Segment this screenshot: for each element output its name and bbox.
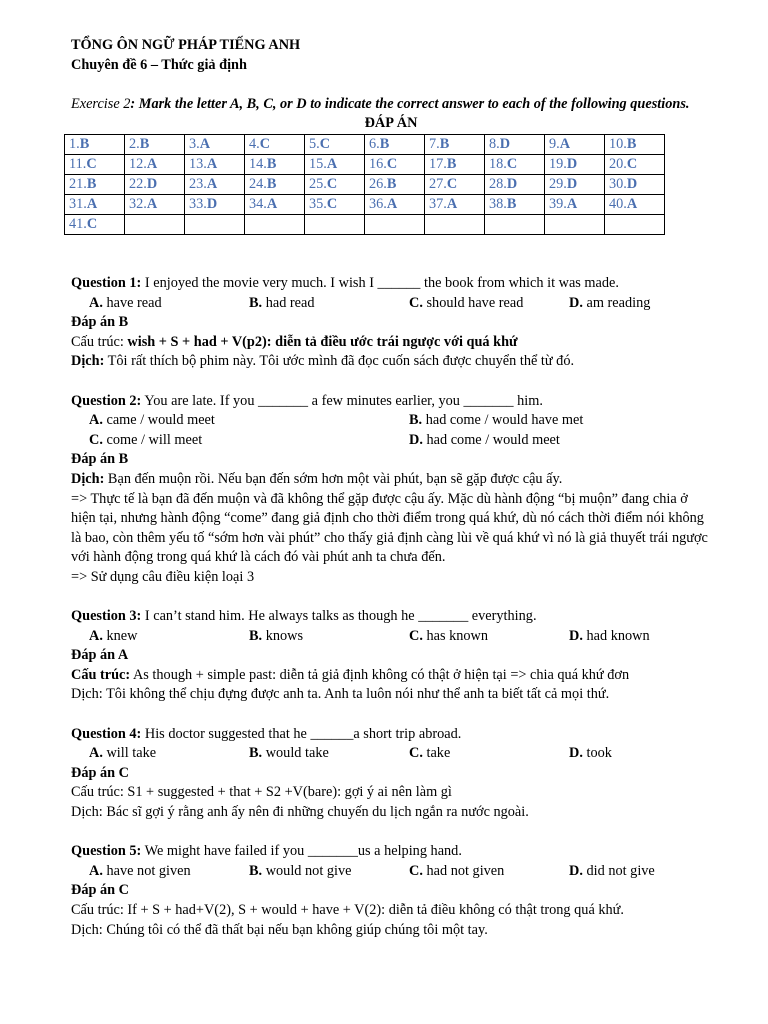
option-a: A. have not given [89, 862, 191, 879]
question-2 [71, 392, 711, 588]
exercise-instruction: : Mark the letter A, B, C, or D to indicate the correct answer to each of the following questions. [130, 95, 690, 112]
option-b: B. knows [249, 627, 304, 644]
translation-line: Dịch: Bác sĩ gợi ý rằng anh ấy nên đi những chuyến du lịch ngắn ra nước ngoài. [71, 804, 529, 820]
answer-key-cell: 33.D [185, 194, 245, 214]
answer-key-cell: 14.B [245, 154, 305, 174]
answer-key-cell: 34.A [245, 194, 305, 214]
option-c: C. take [409, 745, 451, 762]
answer-key-cell: 31.A [65, 194, 125, 214]
question-label: Question 2: [71, 392, 142, 409]
option-a: A. will take [89, 745, 157, 762]
question-text: I can’t stand him. He always talks as though he _______ everything. [141, 608, 537, 625]
answer-key-cell: 12.A [125, 154, 185, 174]
option-b: B. had read [249, 294, 315, 311]
answer-key-cell: 30.D [605, 174, 665, 194]
answer-key-cell: 8.D [485, 134, 545, 154]
option-c: C. had not given [409, 862, 505, 879]
answer-line: Đáp án C [71, 764, 129, 781]
answer-key-cell: 25.C [305, 174, 365, 194]
answer-key-cell [185, 214, 245, 234]
answer-key-title: ĐÁP ÁN [364, 115, 418, 132]
answer-key-cell: 29.D [545, 174, 605, 194]
answer-key-cell: 1.B [65, 134, 125, 154]
answer-key-row [65, 174, 665, 194]
option-a: A. came / would meet [89, 412, 215, 429]
answer-key-cell: 24.B [245, 174, 305, 194]
option-a: A. knew [89, 627, 138, 644]
exercise-name: Exercise 2 [71, 95, 131, 112]
question-5 [71, 842, 711, 940]
question-text: I enjoyed the movie very much. I wish I ______ the book from which it was made. [141, 274, 619, 291]
answer-key-row [65, 214, 665, 234]
answer-key-cell: 37.A [425, 194, 485, 214]
answer-key-cell: 21.B [65, 174, 125, 194]
question-1 [71, 274, 711, 372]
answer-key-cell [125, 214, 185, 234]
question-4 [71, 725, 711, 823]
answer-key-cell: 19.D [545, 154, 605, 174]
option-a: A. have read [89, 294, 162, 311]
question-stem [71, 607, 711, 627]
question-options [71, 431, 711, 451]
option-d: D. took [569, 745, 612, 762]
question-3 [71, 607, 711, 705]
question-label: Question 3: [71, 608, 142, 625]
translation-line: Dịch: Bạn đến muộn rồi. Nếu bạn đến sớm hơn một vài phút, bạn sẽ gặp được cậu ấy. [71, 470, 563, 487]
question-options [71, 862, 711, 882]
answer-key-cell: 36.A [365, 194, 425, 214]
answer-key-cell [485, 214, 545, 234]
answer-key-cell: 13.A [185, 154, 245, 174]
question-stem [71, 274, 711, 294]
answer-key-cell [605, 214, 665, 234]
answer-key-cell: 5.C [305, 134, 365, 154]
translation-line: Dịch: Tôi không thể chịu đựng được anh ta. Anh ta luôn nói như thể anh ta biết tất cả mọi thứ. [71, 686, 610, 703]
answer-key-cell: 9.A [545, 134, 605, 154]
question-options [71, 294, 711, 314]
answer-key-cell: 10.B [605, 134, 665, 154]
answer-key-cell: 39.A [545, 194, 605, 214]
structure-line: Cấu trúc: S1 + suggested + that + S2 +V(bare): gợi ý ai nên làm gì [71, 784, 452, 801]
structure-line: Cấu trúc: wish + S + had + V(p2): diễn tả điều ước trái ngược với quá khứ [71, 333, 518, 350]
answer-key-cell [365, 214, 425, 234]
answer-key-cell: 41.C [65, 214, 125, 234]
answer-key-cell: 16.C [365, 154, 425, 174]
answer-key-cell: 38.B [485, 194, 545, 214]
answer-key-cell: 22.D [125, 174, 185, 194]
document-subtitle: Chuyên đề 6 – Thức giả định [71, 56, 247, 73]
option-c: C. has known [409, 627, 489, 644]
question-options [71, 744, 711, 764]
option-b: B. had come / would have met [409, 412, 584, 429]
answer-line: Đáp án B [71, 314, 129, 331]
answer-key-row [65, 154, 665, 174]
answer-key-row [65, 194, 665, 214]
answer-key-cell: 40.A [605, 194, 665, 214]
question-label: Question 1: [71, 274, 142, 291]
option-b: B. would not give [249, 862, 352, 879]
option-d: D. had come / would meet [409, 431, 560, 448]
answer-key-cell: 26.B [365, 174, 425, 194]
structure-line: Cấu trúc: As though + simple past: diễn tả giả định không có thật ở hiện tại => chia quá khứ đơn [71, 666, 630, 683]
question-stem [71, 842, 711, 862]
answer-key-cell: 17.B [425, 154, 485, 174]
document-page [71, 36, 711, 940]
answer-key-cell [305, 214, 365, 234]
answer-key-cell: 4.C [245, 134, 305, 154]
answer-key-cell: 23.A [185, 174, 245, 194]
answer-key-cell: 18.C [485, 154, 545, 174]
option-c: C. come / will meet [89, 431, 203, 448]
answer-key-cell: 11.C [65, 154, 125, 174]
option-b: B. would take [249, 745, 329, 762]
option-d: D. did not give [569, 862, 655, 879]
question-options [71, 411, 711, 431]
question-text: We might have failed if you _______us a helping hand. [141, 843, 462, 860]
answer-line: Đáp án A [71, 647, 129, 664]
option-c: C. should have read [409, 294, 524, 311]
question-label: Question 5: [71, 843, 142, 860]
answer-key-cell: 6.B [365, 134, 425, 154]
answer-key-cell: 35.C [305, 194, 365, 214]
question-text: His doctor suggested that he ______a short trip abroad. [141, 725, 462, 742]
answer-line: Đáp án B [71, 451, 129, 468]
exercise-heading [71, 95, 711, 115]
translation-line: Dịch: Tôi rất thích bộ phim này. Tôi ước mình đã đọc cuốn sách được chuyển thể từ đó. [71, 353, 575, 370]
answer-key-cell: 2.B [125, 134, 185, 154]
conclusion-text: => Sử dụng câu điều kiện loại 3 [71, 568, 255, 585]
answer-line: Đáp án C [71, 882, 129, 899]
answer-key-table [64, 134, 665, 235]
option-d: D. am reading [569, 294, 651, 311]
answer-key-cell: 32.A [125, 194, 185, 214]
answer-key-row [65, 134, 665, 154]
explanation-text: => Thực tế là bạn đã đến muộn và đã không thể gặp được cậu ấy. Mặc dù hành động “bị muộn” đang chia ở hiện tại, nhưng hành động “come” đang giả định cho thời điểm trong quá khứ, dù nó cách thời điểm nói không là bao, còn thêm yếu tố “sớm hơn vài phút” cho thấy giả định càng lùi về quá khứ vì nó là giả thuyết trái ngược với hành động trong quá khứ là cách đó vài phút anh ta chưa đến. [71, 490, 708, 566]
answer-key-cell: 20.C [605, 154, 665, 174]
structure-line: Cấu trúc: If + S + had+V(2), S + would + have + V(2): diễn tả điều không có thật trong quá khứ. [71, 901, 624, 918]
answer-key-cell [245, 214, 305, 234]
answer-key-cell: 15.A [305, 154, 365, 174]
question-stem [71, 392, 711, 412]
answer-key-cell: 27.C [425, 174, 485, 194]
question-stem [71, 725, 711, 745]
answer-key-cell [425, 214, 485, 234]
answer-key-cell: 3.A [185, 134, 245, 154]
answer-key-cell: 7.B [425, 134, 485, 154]
document-title: TỔNG ÔN NGỮ PHÁP TIẾNG ANH [71, 37, 301, 53]
question-text: You are late. If you _______ a few minutes earlier, you _______ him. [141, 392, 543, 409]
question-label: Question 4: [71, 725, 142, 742]
translation-line: Dịch: Chúng tôi có thể đã thất bại nếu bạn không giúp chúng tôi một tay. [71, 921, 488, 938]
answer-key-cell: 28.D [485, 174, 545, 194]
option-d: D. had known [569, 627, 650, 644]
answer-key-cell [545, 214, 605, 234]
question-options [71, 627, 711, 647]
